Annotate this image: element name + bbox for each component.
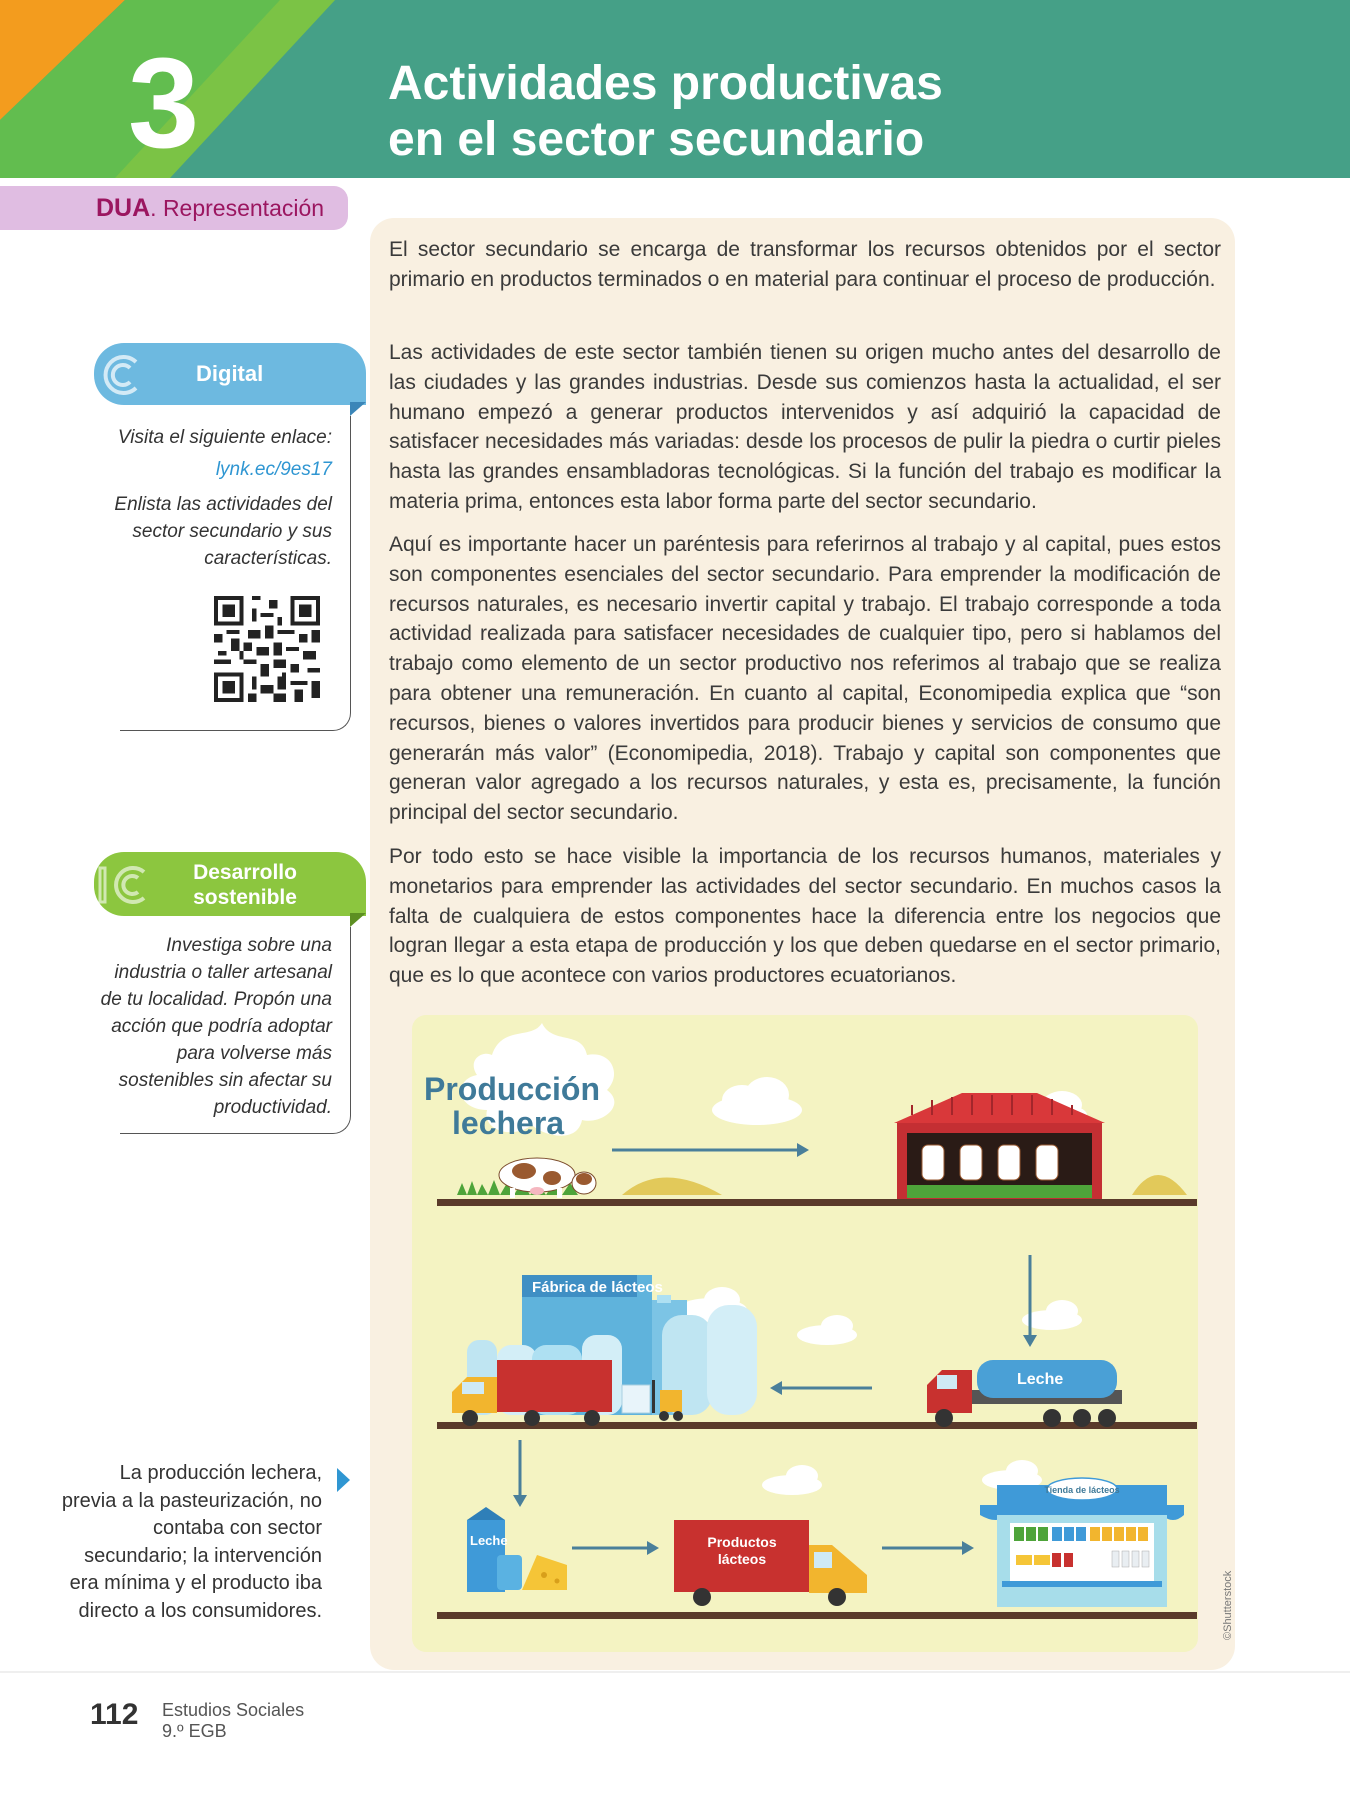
dua-text: . Representación [150, 195, 325, 221]
shelf-1 [437, 1199, 1197, 1206]
sustainable-logo-icon [96, 860, 154, 910]
digital-logo-icon [96, 350, 146, 400]
paragraph-4: Por todo esto se hace visible la importancia de los recursos humanos, materiales y monetarios para emprender las actividades del sector secundario. En muchos casos la falta de cualquiera de estos componentes hace la diferencia entre los negocios que logran llegar a esta etapa de producción y los que deben quedarse en el sector primario, que es lo que acontece con varios productores ecuatorianos. [389, 845, 1221, 988]
barn-icon [894, 1093, 1105, 1201]
dairy-production-infographic [412, 1015, 1198, 1652]
footer-subject: Estudios Sociales [162, 1700, 305, 1720]
dairy-store-icon [980, 1478, 1184, 1607]
carton-label: Leche [470, 1533, 508, 1548]
sustainable-title-line-2: sostenible [193, 886, 297, 909]
page-number: 112 [90, 1698, 139, 1731]
chapter-number: 3 [128, 32, 200, 175]
infographic-caption: La producción lechera, previa a la pasteurización, no contaba con sector secundario; la intervención era mínima y el producto iba directo a los consumidores. [61, 1462, 322, 1622]
page-title [388, 56, 943, 168]
footer-grade: 9.º EGB [162, 1721, 227, 1741]
title-line-2: en el sector secundario [388, 113, 925, 166]
shelf-3 [437, 1612, 1197, 1619]
footer-divider [0, 1671, 1350, 1673]
infographic-title-line-1: Producción [424, 1071, 601, 1107]
digital-instruction: Enlista las actividades del sector secundario y sus características. [114, 494, 332, 569]
sustainable-tab-fold [350, 913, 366, 927]
dua-bold: DUA [96, 194, 151, 222]
sustainable-title [150, 860, 340, 910]
infographic-title-line-2: lechera [452, 1105, 565, 1141]
digital-visit-text: Visita el siguiente enlace: [117, 427, 332, 448]
qr-code[interactable] [214, 596, 320, 702]
sustainable-text: Investiga sobre una industria o taller artesanal de tu localidad. Propón una acción que podría adoptar para volverse más sostenibles sin afectar su productividad. [100, 935, 332, 1118]
caption-arrow-icon [337, 1468, 350, 1492]
truck-label-line-2: lácteos [717, 1551, 767, 1567]
title-line-1: Actividades productivas [388, 57, 943, 110]
paragraph-1: El sector secundario se encarga de transformar los recursos obtenidos por el sector primario en productos terminados o en material para continuar el proceso de producción. [389, 238, 1221, 291]
store-sign: Tienda de lácteos [1044, 1485, 1120, 1495]
paragraph-2: Las actividades de este sector también tienen su origen mucho antes del desarrollo de las ciudades y las grandes industrias. Desde sus comienzos hasta la actualidad, el ser humano empezó a generar productos intervenidos y así adquirió la capacidad de satisfacer necesidades más variadas: desde los procesos de pulir la piedra o curtir pieles hasta las grandes ensambladoras tecnológicas. Si la función del trabajo es modificar la materia prima, entonces esta labor forma parte del sector secundario. [389, 341, 1221, 513]
digital-tab-fold [350, 402, 366, 416]
paragraph-3: Aquí es importante hacer un paréntesis para referirnos al trabajo y al capital, pues estos son componentes esenciales del sector secundario. Para emprender la modificación de recursos naturales, es necesario invertir capital y trabajo. El trabajo corresponde a toda actividad realizada para satisfacer necesidades de cualquier tipo, pero si hablamos del trabajo como elemento de un sector productivo nos referimos al trabajo que se realiza para obtener una remuneración. En cuanto al capital, Economipedia explica que “son recursos, bienes o valores invertidos para producir bienes y servicios de consumo que generarán más valor” (Economipedia, 2018). Trabajo y capital son componentes que generan valor agregado a los recursos naturales, y esta es, precisamente, la función principal del sector secundario. [389, 533, 1221, 825]
tanker-label: Leche [1017, 1371, 1064, 1388]
factory-sign: Fábrica de lácteos [532, 1279, 663, 1296]
digital-title: Digital [196, 361, 264, 386]
dua-label [96, 193, 324, 223]
image-credit: ©Shutterstock [1222, 1570, 1234, 1640]
truck-label-line-1: Productos [707, 1534, 777, 1550]
sustainable-title-line-1: Desarrollo [193, 861, 297, 884]
digital-link[interactable]: lynk.ec/9es17 [215, 459, 332, 480]
